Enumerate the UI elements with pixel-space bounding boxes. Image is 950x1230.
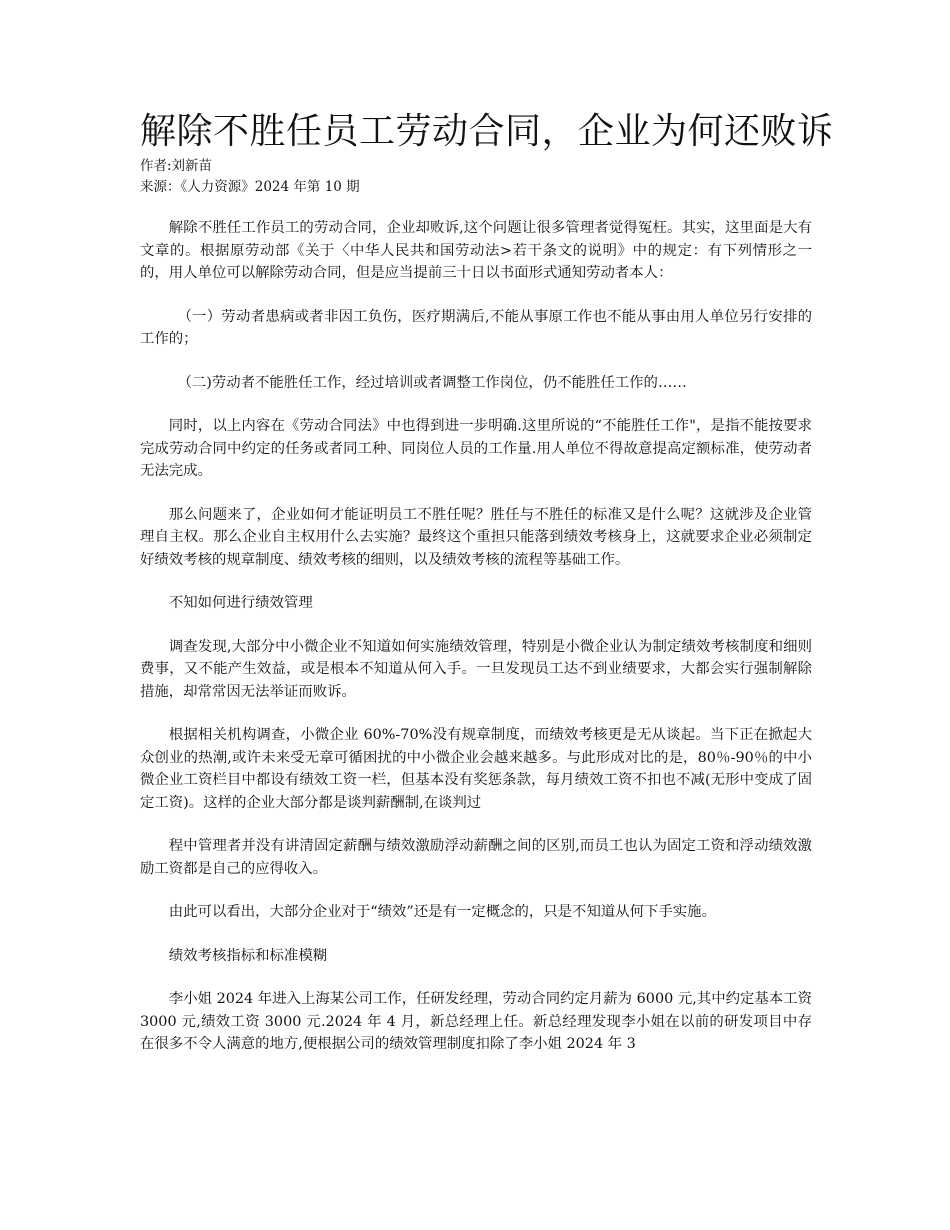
paragraph-list-item-1: （一）劳动者患病或者非因工负伤，医疗期满后,不能从事原工作也不能从事由用人单位另行安排的工作的；	[140, 308, 812, 347]
paragraph-statistics: 根据相关机构调查，小微企业 60%-70%没有规章制度，而绩效考核更是无从谈起。当下正在掀起大众创业的热潮,或许未来受无章可循困扰的中小微企业会越来越多。与此形成对比的是，80％-90％的中小微企业工资栏目中都设有绩效工资一栏，但基本没有奖惩条款，每月绩效工资不扣也不减(无形中变成了固定工资)。这样的企业大部分都是谈判薪酬制,在谈判过	[140, 727, 812, 811]
paragraph-intro: 解除不胜任工作员工的劳动合同，企业却败诉,这个问题让很多管理者觉得冤枉。其实，这里面是大有文章的。根据原劳动部《关于〈中华人民共和国劳动法>若干条文的说明》中的规定：有下列情形之一的，用人单位可以解除劳动合同，但是应当提前三十日以书面形式通知劳动者本人：	[140, 220, 812, 281]
document-page	[140, 108, 834, 1077]
paragraph-negotiation: 程中管理者并没有讲清固定薪酬与绩效激励浮动薪酬之间的区别,而员工也认为固定工资和浮动绩效激励工资都是自己的应得收入。	[140, 838, 812, 877]
paragraph-conclusion: 由此可以看出，大部分企业对于“绩效”还是有一定概念的，只是不知道从何下手实施。	[168, 904, 716, 920]
paragraph-case-study: 李小姐 2024 年进入上海某公司工作，任研发经理，劳动合同约定月薪为 6000 元,其中约定基本工资 3000 元,绩效工资 3000 元.2024 年 4 月，新总经理上任。新总经理发现李小姐在以前的研发项目中存在很多不令人满意的地方,便根据公司的绩效管理制度扣除了李小姐 2024 年 3	[140, 991, 812, 1052]
paragraph-definition: 同时，以上内容在《劳动合同法》中也得到进一步明确.这里所说的“不能胜任工作"，是指不能按要求完成劳动合同中约定的任务或者同工种、同岗位人员的工作量.用人单位不得故意提高定额标准，使劳动者无法完成。	[140, 418, 812, 479]
section-heading-performance-management: 不知如何进行绩效管理	[168, 595, 313, 611]
paragraph-list-item-2: （二)劳动者不能胜任工作，经过培训或者调整工作岗位，仍不能胜任工作的……	[177, 374, 687, 391]
article-author: 作者:刘新苗	[140, 158, 213, 174]
article-source: 来源：《人力资源》2024 年第 10 期	[140, 179, 360, 195]
paragraph-question: 那么问题来了，企业如何才能证明员工不胜任呢？胜任与不胜任的标准又是什么呢？这就涉及企业管理自主权。那么企业自主权用什么去实施？最终这个重担只能落到绩效考核身上，这就要求企业必须制定好绩效考核的规章制度、绩效考核的细则，以及绩效考核的流程等基础工作。	[140, 506, 812, 568]
paragraph-survey: 调查发现,大部分中小微企业不知道如何实施绩效管理，特别是小微企业认为制定绩效考核制度和细则费事，又不能产生效益，或是根本不知道从何入手。一旦发现员工达不到业绩要求，大都会实行强制解除措施，却常常因无法举证而败诉。	[140, 638, 812, 700]
article-title: 解除不胜任员工劳动合同，企业为何还败诉	[140, 111, 834, 152]
section-heading-indicators: 绩效考核指标和标准模糊	[168, 947, 328, 964]
